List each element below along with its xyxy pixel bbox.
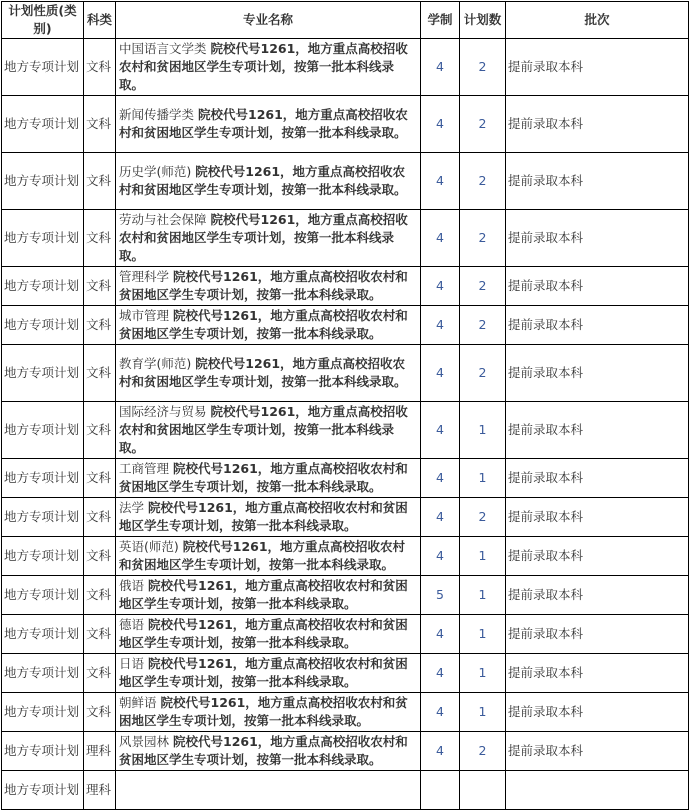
plan-count-cell (460, 576, 506, 615)
years-cell (421, 96, 460, 153)
plan-count-cell (460, 654, 506, 693)
cell-text: 4 (436, 509, 444, 524)
major-name: 风景园林 (119, 734, 170, 749)
years-cell (421, 771, 460, 810)
cell-text: 地方专项计划 (4, 422, 80, 437)
header-plan-count: 计划数 (460, 2, 506, 39)
years-cell (421, 459, 460, 498)
cell-text: 地方专项计划 (4, 587, 80, 602)
cell-text: 2 (478, 509, 487, 524)
cell-text: 文科 (86, 422, 112, 437)
cell-text: 2 (478, 365, 487, 380)
years-cell (421, 654, 460, 693)
table-row (2, 498, 689, 537)
major-description: 院校代号1261，地方重点高校招收农村和贫困地区学生专项计划，按第一批本科线录取。 (119, 695, 408, 728)
major-cell (116, 615, 421, 654)
plan-count-cell (460, 210, 506, 267)
batch-cell (506, 459, 689, 498)
major-cell (116, 267, 421, 306)
cell-text: 4 (436, 317, 444, 332)
plan-type-cell (2, 693, 84, 732)
subject-cell (84, 615, 116, 654)
major-name: 历史学(师范) (119, 164, 192, 179)
table-row (2, 39, 689, 96)
cell-text: 地方专项计划 (4, 278, 80, 293)
batch-cell (506, 576, 689, 615)
plan-type-cell (2, 39, 84, 96)
cell-text: 理科 (86, 782, 112, 797)
cell-text: 文科 (86, 59, 112, 74)
major-cell (116, 39, 421, 96)
subject-cell (84, 402, 116, 459)
plan-count-cell (460, 306, 506, 345)
plan-count-cell (460, 345, 506, 402)
major-name: 英语(师范) (119, 539, 179, 554)
years-cell (421, 402, 460, 459)
cell-text: 2 (478, 317, 487, 332)
cell-text: 1 (478, 704, 487, 719)
major-description: 院校代号1261，地方重点高校招收农村和贫困地区学生专项计划，按第一批本科线录取。 (119, 617, 408, 650)
years-cell (421, 576, 460, 615)
major-cell (116, 498, 421, 537)
plan-type-cell (2, 306, 84, 345)
cell-text: 文科 (86, 704, 112, 719)
plan-count-cell (460, 96, 506, 153)
major-cell (116, 537, 421, 576)
major-description: 院校代号1261，地方重点高校招收农村和贫困地区学生专项计划，按第一批本科线录取。 (119, 107, 408, 140)
major-cell (116, 306, 421, 345)
cell-text: 地方专项计划 (4, 173, 80, 188)
cell-text: 理科 (86, 743, 112, 758)
cell-text: 2 (478, 278, 487, 293)
cell-text: 1 (478, 587, 487, 602)
plan-count-cell (460, 693, 506, 732)
cell-text: 提前录取本科 (508, 278, 584, 293)
subject-cell (84, 654, 116, 693)
table-header-row (2, 2, 689, 39)
years-cell (421, 153, 460, 210)
plan-count-cell (460, 732, 506, 771)
plan-type-cell (2, 459, 84, 498)
cell-text: 地方专项计划 (4, 665, 80, 680)
cell-text: 4 (436, 626, 444, 641)
header-subject: 科类 (84, 2, 116, 39)
plan-type-cell (2, 498, 84, 537)
plan-type-cell (2, 267, 84, 306)
cell-text: 1 (478, 470, 487, 485)
cell-text: 4 (436, 59, 444, 74)
plan-count-cell (460, 153, 506, 210)
cell-text: 提前录取本科 (508, 116, 584, 131)
subject-cell (84, 96, 116, 153)
cell-text: 2 (478, 230, 487, 245)
major-cell (116, 345, 421, 402)
header-major: 专业名称 (116, 2, 421, 39)
plan-type-cell (2, 654, 84, 693)
subject-cell (84, 459, 116, 498)
cell-text: 2 (478, 743, 487, 758)
cell-text: 提前录取本科 (508, 665, 584, 680)
cell-text: 4 (436, 173, 444, 188)
cell-text: 4 (436, 704, 444, 719)
table-row (2, 96, 689, 153)
batch-cell (506, 306, 689, 345)
batch-cell (506, 96, 689, 153)
cell-text: 提前录取本科 (508, 509, 584, 524)
table-row (2, 576, 689, 615)
cell-text: 4 (436, 665, 444, 680)
subject-cell (84, 267, 116, 306)
table-row (2, 654, 689, 693)
cell-text: 地方专项计划 (4, 365, 80, 380)
table-row (2, 210, 689, 267)
subject-cell (84, 39, 116, 96)
major-cell (116, 402, 421, 459)
plan-count-cell (460, 771, 506, 810)
table-row (2, 153, 689, 210)
major-description: 院校代号1261，地方重点高校招收农村和贫困地区学生专项计划，按第一批本科线录取。 (119, 461, 408, 494)
batch-cell (506, 537, 689, 576)
plan-count-cell (460, 459, 506, 498)
major-description: 院校代号1261，地方重点高校招收农村和贫困地区学生专项计划，按第一批本科线录取。 (119, 578, 408, 611)
major-description: 院校代号1261，地方重点高校招收农村和贫困地区学生专项计划，按第一批本科线录取。 (119, 404, 408, 455)
plan-count-cell (460, 267, 506, 306)
cell-text: 地方专项计划 (4, 317, 80, 332)
major-name: 国际经济与贸易 (119, 404, 207, 419)
batch-cell (506, 654, 689, 693)
table-row (2, 345, 689, 402)
major-description: 院校代号1261，地方重点高校招收农村和贫困地区学生专项计划，按第一批本科线录取。 (119, 539, 406, 572)
major-cell (116, 771, 421, 810)
cell-text: 4 (436, 743, 444, 758)
major-name: 法学 (119, 500, 145, 515)
cell-text: 2 (478, 59, 487, 74)
subject-cell (84, 693, 116, 732)
cell-text: 提前录取本科 (508, 317, 584, 332)
batch-cell (506, 39, 689, 96)
plan-type-cell (2, 345, 84, 402)
subject-cell (84, 576, 116, 615)
plan-type-cell (2, 732, 84, 771)
plan-count-cell (460, 537, 506, 576)
cell-text: 提前录取本科 (508, 59, 584, 74)
plan-type-cell (2, 210, 84, 267)
cell-text: 2 (478, 116, 487, 131)
cell-text: 4 (436, 365, 444, 380)
table-row (2, 615, 689, 654)
major-cell (116, 153, 421, 210)
major-name: 日语 (119, 656, 145, 671)
cell-text: 地方专项计划 (4, 470, 80, 485)
major-description: 院校代号1261，地方重点高校招收农村和贫困地区学生专项计划，按第一批本科线录取。 (119, 41, 408, 92)
major-cell (116, 576, 421, 615)
years-cell (421, 267, 460, 306)
subject-cell (84, 153, 116, 210)
major-cell (116, 654, 421, 693)
cell-text: 地方专项计划 (4, 509, 80, 524)
cell-text: 提前录取本科 (508, 230, 584, 245)
major-cell (116, 732, 421, 771)
table-row (2, 267, 689, 306)
major-description: 院校代号1261，地方重点高校招收农村和贫困地区学生专项计划，按第一批本科线录取。 (119, 308, 408, 341)
cell-text: 文科 (86, 626, 112, 641)
plan-count-cell (460, 498, 506, 537)
major-name: 俄语 (119, 578, 145, 593)
subject-cell (84, 771, 116, 810)
cell-text: 地方专项计划 (4, 59, 80, 74)
years-cell (421, 306, 460, 345)
table-row (2, 402, 689, 459)
cell-text: 文科 (86, 470, 112, 485)
enrollment-plan-table (1, 1, 689, 810)
cell-text: 1 (478, 665, 487, 680)
plan-type-cell (2, 537, 84, 576)
cell-text: 提前录取本科 (508, 743, 584, 758)
cell-text: 文科 (86, 365, 112, 380)
cell-text: 文科 (86, 665, 112, 680)
cell-text: 提前录取本科 (508, 422, 584, 437)
batch-cell (506, 615, 689, 654)
batch-cell (506, 402, 689, 459)
cell-text: 提前录取本科 (508, 173, 584, 188)
cell-text: 地方专项计划 (4, 782, 80, 797)
cell-text: 4 (436, 470, 444, 485)
plan-type-cell (2, 153, 84, 210)
cell-text: 1 (478, 626, 487, 641)
major-description: 院校代号1261，地方重点高校招收农村和贫困地区学生专项计划，按第一批本科线录取。 (119, 212, 408, 263)
batch-cell (506, 267, 689, 306)
batch-cell (506, 210, 689, 267)
table-row (2, 306, 689, 345)
major-name: 城市管理 (119, 308, 170, 323)
cell-text: 提前录取本科 (508, 704, 584, 719)
plan-type-cell (2, 576, 84, 615)
subject-cell (84, 732, 116, 771)
plan-count-cell (460, 39, 506, 96)
cell-text: 1 (478, 422, 487, 437)
major-description: 院校代号1261，地方重点高校招收农村和贫困地区学生专项计划，按第一批本科线录取。 (119, 656, 408, 689)
cell-text: 4 (436, 548, 444, 563)
major-name: 中国语言文学类 (119, 41, 207, 56)
cell-text: 文科 (86, 548, 112, 563)
cell-text: 文科 (86, 173, 112, 188)
batch-cell (506, 153, 689, 210)
years-cell (421, 732, 460, 771)
cell-text: 4 (436, 230, 444, 245)
subject-cell (84, 345, 116, 402)
table-row (2, 732, 689, 771)
cell-text: 文科 (86, 278, 112, 293)
plan-type-cell (2, 96, 84, 153)
header-batch: 批次 (506, 2, 689, 39)
cell-text: 4 (436, 278, 444, 293)
subject-cell (84, 210, 116, 267)
header-years: 学制 (421, 2, 460, 39)
major-cell (116, 693, 421, 732)
major-name: 德语 (119, 617, 145, 632)
major-name: 教育学(师范) (119, 356, 192, 371)
cell-text: 1 (478, 548, 487, 563)
cell-text: 地方专项计划 (4, 230, 80, 245)
cell-text: 提前录取本科 (508, 626, 584, 641)
plan-type-cell (2, 402, 84, 459)
major-description: 院校代号1261，地方重点高校招收农村和贫困地区学生专项计划，按第一批本科线录取。 (119, 269, 408, 302)
major-name: 朝鲜语 (119, 695, 157, 710)
cell-text: 2 (478, 173, 487, 188)
major-name: 工商管理 (119, 461, 170, 476)
years-cell (421, 498, 460, 537)
years-cell (421, 693, 460, 732)
plan-type-cell (2, 771, 84, 810)
major-name: 新闻传播学类 (119, 107, 195, 122)
major-cell (116, 459, 421, 498)
cell-text: 地方专项计划 (4, 704, 80, 719)
header-plan-type: 计划性质(类别) (2, 2, 84, 39)
cell-text: 提前录取本科 (508, 587, 584, 602)
major-cell (116, 96, 421, 153)
cell-text: 地方专项计划 (4, 116, 80, 131)
batch-cell (506, 732, 689, 771)
cell-text: 4 (436, 422, 444, 437)
table-row (2, 771, 689, 810)
years-cell (421, 210, 460, 267)
years-cell (421, 39, 460, 96)
cell-text: 文科 (86, 317, 112, 332)
cell-text: 提前录取本科 (508, 548, 584, 563)
years-cell (421, 345, 460, 402)
subject-cell (84, 498, 116, 537)
cell-text: 地方专项计划 (4, 743, 80, 758)
major-cell (116, 210, 421, 267)
cell-text: 文科 (86, 230, 112, 245)
cell-text: 文科 (86, 509, 112, 524)
cell-text: 4 (436, 116, 444, 131)
cell-text: 5 (436, 587, 444, 602)
table-row (2, 459, 689, 498)
table-row (2, 537, 689, 576)
major-description: 院校代号1261，地方重点高校招收农村和贫困地区学生专项计划，按第一批本科线录取。 (119, 500, 408, 533)
subject-cell (84, 306, 116, 345)
plan-type-cell (2, 615, 84, 654)
major-name: 劳动与社会保障 (119, 212, 207, 227)
cell-text: 提前录取本科 (508, 470, 584, 485)
cell-text: 提前录取本科 (508, 365, 584, 380)
major-name: 管理科学 (119, 269, 170, 284)
batch-cell (506, 498, 689, 537)
table-row (2, 693, 689, 732)
batch-cell (506, 771, 689, 810)
years-cell (421, 615, 460, 654)
plan-count-cell (460, 402, 506, 459)
cell-text: 文科 (86, 587, 112, 602)
batch-cell (506, 345, 689, 402)
major-description: 院校代号1261，地方重点高校招收农村和贫困地区学生专项计划，按第一批本科线录取。 (119, 356, 407, 389)
cell-text: 文科 (86, 116, 112, 131)
major-description: 院校代号1261，地方重点高校招收农村和贫困地区学生专项计划，按第一批本科线录取。 (119, 734, 408, 767)
years-cell (421, 537, 460, 576)
major-description: 院校代号1261，地方重点高校招收农村和贫困地区学生专项计划，按第一批本科线录取。 (119, 164, 407, 197)
cell-text: 地方专项计划 (4, 548, 80, 563)
cell-text: 地方专项计划 (4, 626, 80, 641)
plan-count-cell (460, 615, 506, 654)
subject-cell (84, 537, 116, 576)
batch-cell (506, 693, 689, 732)
